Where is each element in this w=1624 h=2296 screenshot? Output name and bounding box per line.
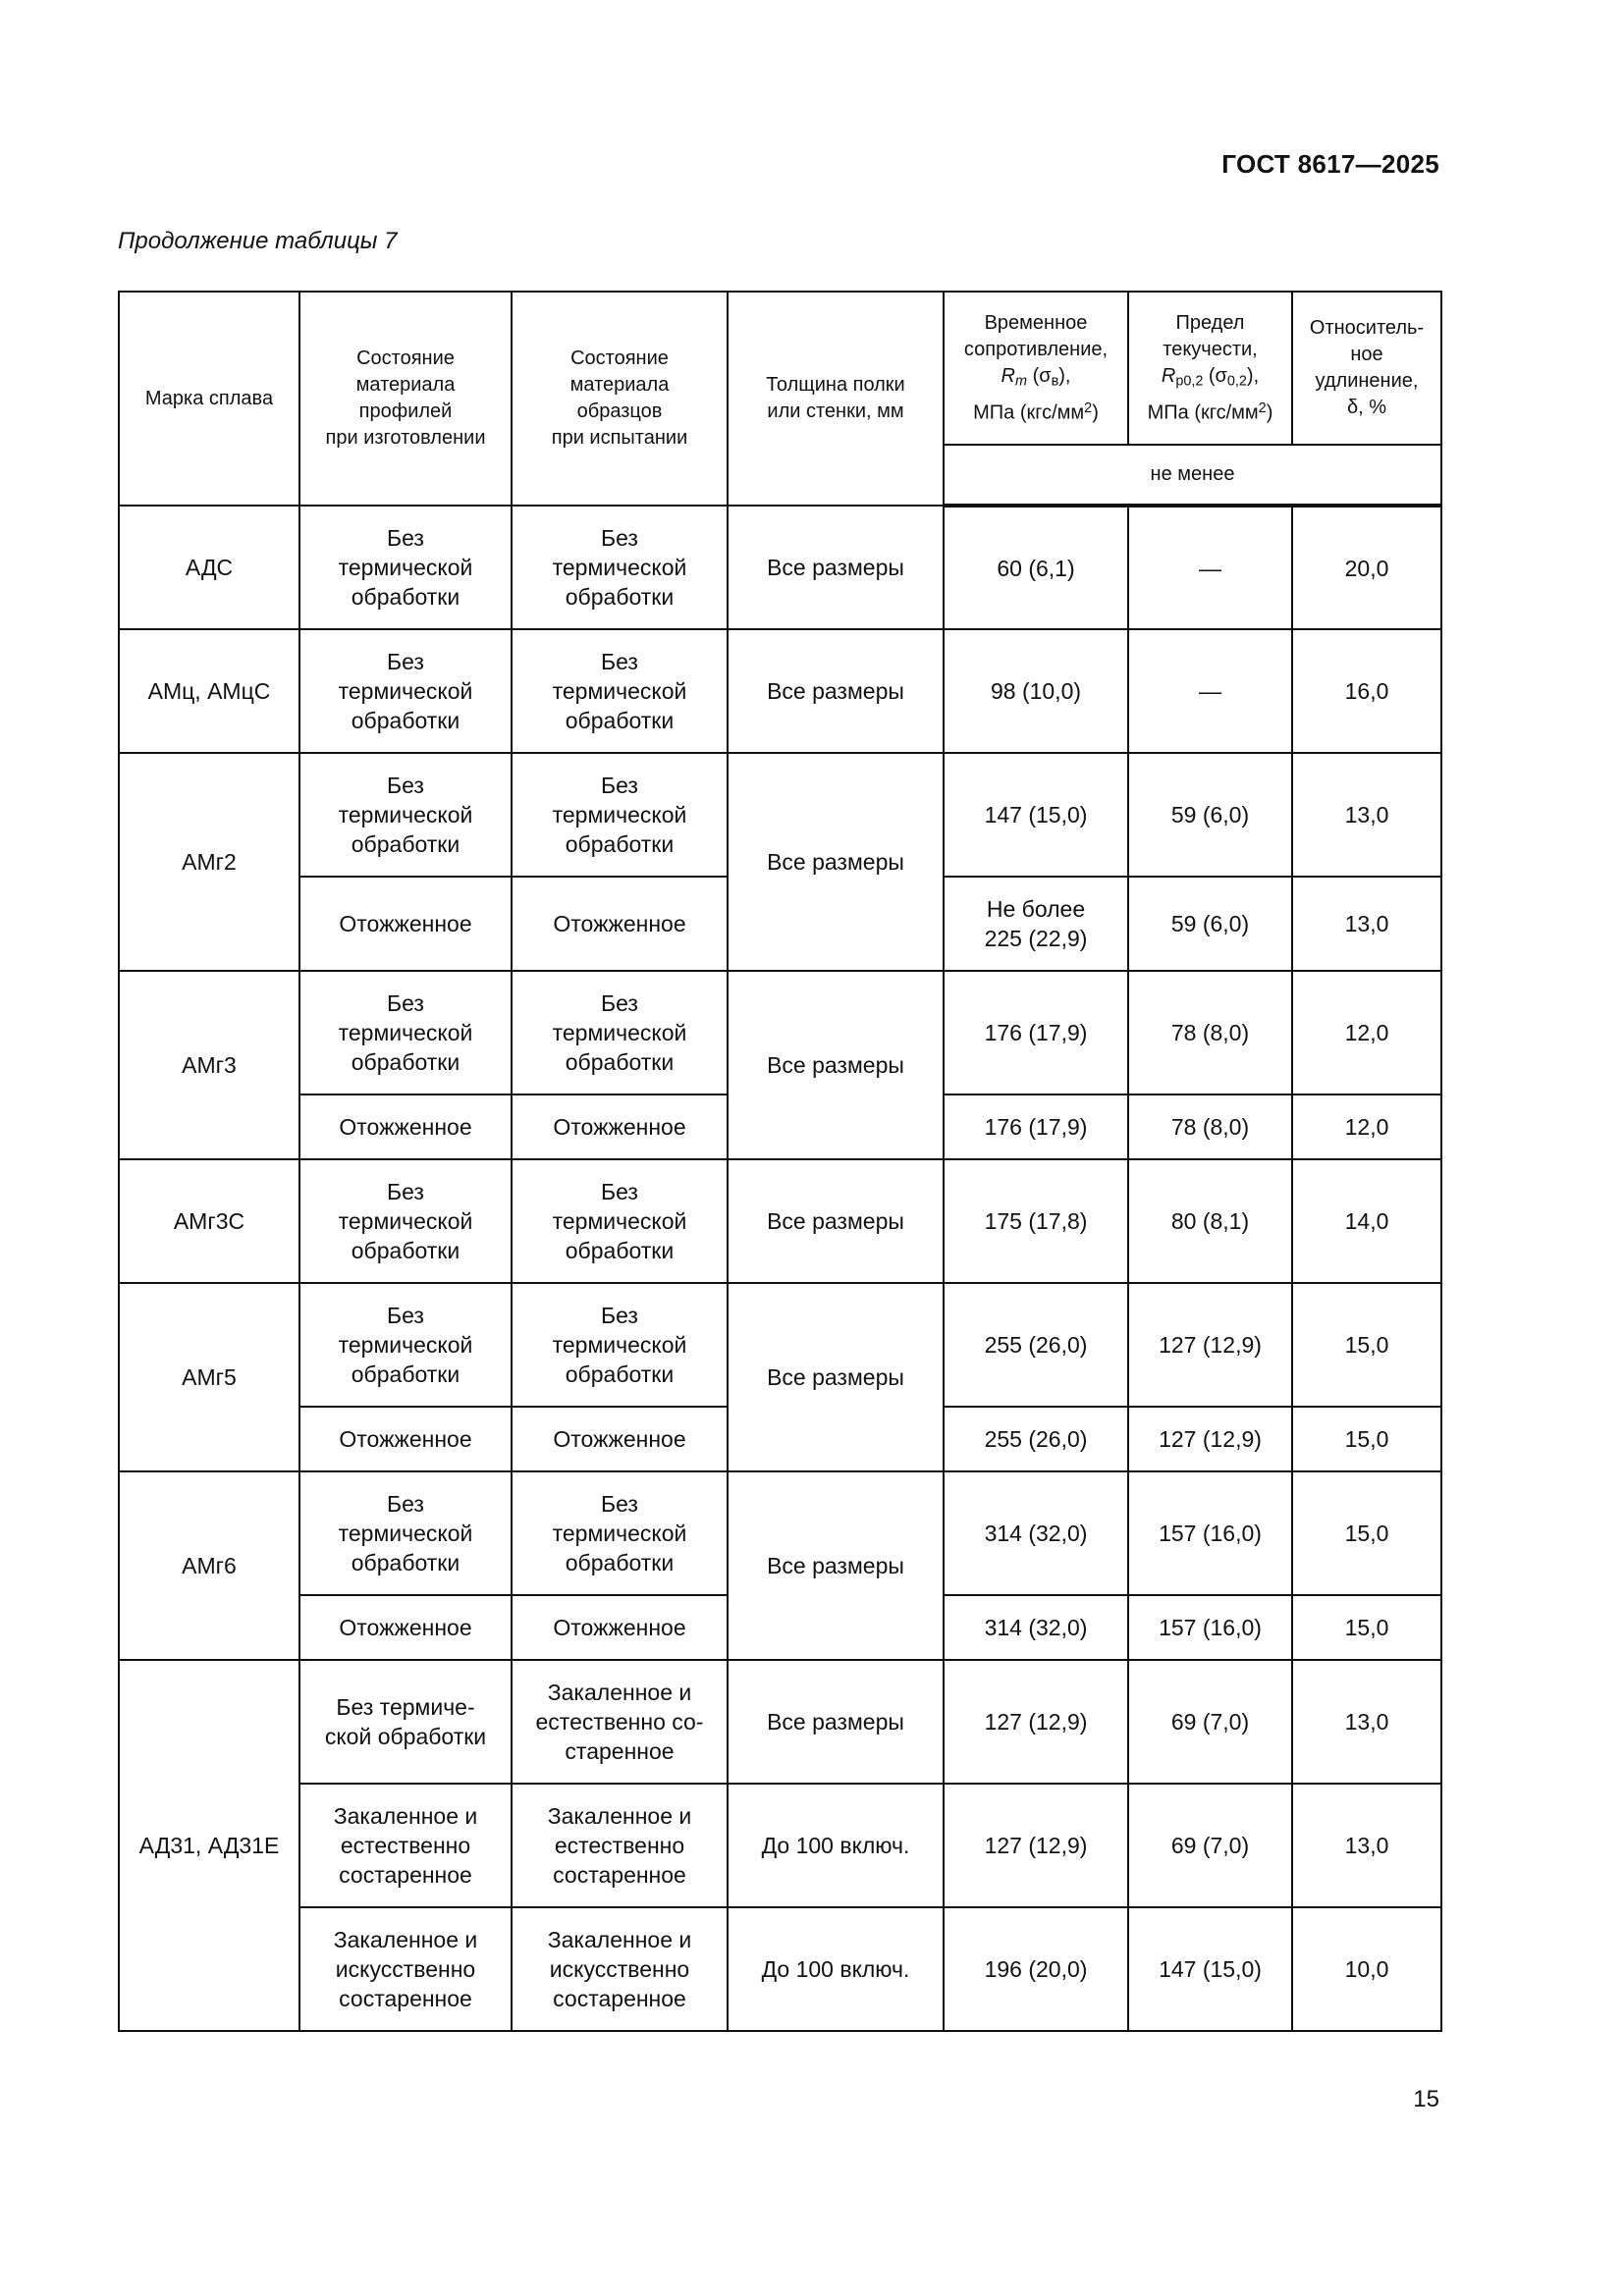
cell-line: термической — [338, 802, 473, 828]
cell-line: Без — [387, 1303, 424, 1328]
symbol-subscript: p0,2 — [1175, 373, 1204, 390]
cell-line: Не более — [986, 896, 1086, 922]
cell-elongation: 12,0 — [1292, 971, 1441, 1095]
cell-line: Закаленное и — [547, 1680, 692, 1705]
cell-tensile — [944, 1784, 1128, 1907]
cell-thickness: Все размеры — [728, 1159, 944, 1283]
cell-tensile — [944, 877, 1128, 971]
cell-state-samples — [512, 971, 728, 1095]
cell-tensile — [944, 1907, 1128, 2031]
cell-line: естественно — [554, 1833, 685, 1858]
cell-elongation: 10,0 — [1292, 1907, 1441, 2031]
cell-line: термической — [552, 1020, 687, 1045]
cell-tensile — [944, 971, 1128, 1095]
cell-line: Без — [601, 1491, 638, 1517]
table-row — [119, 1660, 1441, 1784]
cell-alloy: АМц, АМцС — [119, 629, 299, 753]
cell-elongation: 13,0 — [1292, 877, 1441, 971]
cell-state-profiles — [299, 1283, 512, 1407]
cell-thickness: Все размеры — [728, 629, 944, 753]
cell-yield: — — [1128, 629, 1292, 753]
header-elongation — [1292, 292, 1441, 445]
header-line: при изготовлении — [325, 427, 486, 449]
cell-line: искусственно — [549, 1956, 690, 1982]
table-row — [119, 1471, 1441, 1595]
cell-elongation: 13,0 — [1292, 1660, 1441, 1784]
cell-line: 196 (20,0) — [984, 1956, 1088, 1982]
cell-line: термической — [552, 1521, 687, 1546]
header-line: сопротивление, — [963, 338, 1109, 360]
cell-alloy: АДС — [119, 506, 299, 629]
cell-line: термической — [338, 1521, 473, 1546]
header-state-samples — [512, 292, 728, 506]
page-number: 15 — [1413, 2086, 1439, 2112]
cell-state-samples — [512, 1159, 728, 1283]
header-tensile-strength — [944, 292, 1128, 445]
cell-line: Закаленное и — [547, 1927, 692, 1952]
header-line: Состояние — [570, 347, 669, 369]
header-line: удлинение, — [1315, 370, 1419, 392]
header-line: Состояние — [356, 347, 455, 369]
table-row — [119, 753, 1441, 877]
table-row — [119, 1283, 1441, 1407]
sigma-subscript: в — [1051, 373, 1059, 390]
cell-state-profiles — [299, 971, 512, 1095]
sigma: (σ — [1208, 364, 1227, 387]
cell-state-samples — [512, 753, 728, 877]
cell-thickness: Все размеры — [728, 971, 944, 1159]
cell-alloy: АМг5 — [119, 1283, 299, 1471]
cell-elongation: 13,0 — [1292, 753, 1441, 877]
cell-yield: 69 (7,0) — [1128, 1784, 1292, 1907]
cell-line: Без — [601, 1303, 638, 1328]
sigma: (σ — [1032, 364, 1052, 387]
cell-alloy: АМг3С — [119, 1159, 299, 1283]
units-superscript: 2 — [1084, 400, 1093, 416]
cell-elongation: 15,0 — [1292, 1407, 1441, 1471]
cell-alloy: АМг6 — [119, 1471, 299, 1660]
cell-line: Отожженное — [553, 1114, 686, 1140]
cell-line: обработки — [351, 708, 460, 733]
cell-elongation: 16,0 — [1292, 629, 1441, 753]
cell-line: Без — [601, 1179, 638, 1204]
cell-state-profiles — [299, 1907, 512, 2031]
header-line: Толщина полки — [766, 374, 905, 396]
cell-yield: 157 (16,0) — [1128, 1471, 1292, 1595]
cell-line: термической — [338, 1208, 473, 1234]
cell-line: Отожженное — [553, 911, 686, 936]
cell-state-samples — [512, 1407, 728, 1471]
cell-line: обработки — [351, 1238, 460, 1263]
cell-elongation: 20,0 — [1292, 506, 1441, 629]
cell-state-samples — [512, 877, 728, 971]
cell-line: естественно со- — [535, 1709, 704, 1735]
cell-line: Без — [387, 773, 424, 798]
cell-tensile — [944, 1471, 1128, 1595]
cell-state-samples — [512, 1095, 728, 1159]
cell-line: 176 (17,9) — [984, 1114, 1088, 1140]
cell-state-profiles — [299, 877, 512, 971]
cell-line: Отожженное — [339, 911, 472, 936]
cell-thickness: Все размеры — [728, 753, 944, 971]
cell-line: старенное — [565, 1738, 675, 1764]
cell-alloy: АМг2 — [119, 753, 299, 971]
cell-line: 147 (15,0) — [984, 802, 1088, 828]
cell-state-profiles — [299, 1784, 512, 1907]
table-row — [119, 1907, 1441, 2031]
cell-yield: 127 (12,9) — [1128, 1283, 1292, 1407]
document-code: ГОСТ 8617—2025 — [1221, 149, 1439, 179]
cell-line: Отожженное — [553, 1426, 686, 1452]
cell-yield: 80 (8,1) — [1128, 1159, 1292, 1283]
cell-line: термической — [552, 1332, 687, 1358]
cell-state-profiles — [299, 1095, 512, 1159]
cell-state-profiles — [299, 1159, 512, 1283]
properties-table — [118, 291, 1442, 2032]
cell-yield: — — [1128, 506, 1292, 629]
units-superscript: 2 — [1258, 400, 1267, 416]
header-line: Относитель- — [1309, 317, 1425, 339]
cell-line: обработки — [351, 831, 460, 857]
sigma-end: ), — [1058, 364, 1071, 387]
cell-line: термической — [338, 1020, 473, 1045]
header-units-line — [1135, 396, 1285, 426]
cell-line: обработки — [565, 1550, 675, 1575]
cell-line: обработки — [351, 1049, 460, 1075]
cell-yield: 59 (6,0) — [1128, 877, 1292, 971]
header-symbol-line — [950, 363, 1121, 396]
cell-line: искусственно — [335, 1956, 476, 1982]
cell-line: Без — [387, 649, 424, 674]
cell-line: 314 (32,0) — [984, 1521, 1088, 1546]
header-line: δ, % — [1346, 397, 1387, 418]
cell-state-profiles — [299, 753, 512, 877]
cell-line: ской обработки — [324, 1724, 487, 1749]
cell-line: 176 (17,9) — [984, 1020, 1088, 1045]
cell-line: 127 (12,9) — [984, 1833, 1088, 1858]
cell-alloy: АД31, АД31Е — [119, 1660, 299, 2031]
cell-tensile — [944, 1283, 1128, 1407]
cell-line: 225 (22,9) — [984, 926, 1088, 951]
cell-tensile — [944, 1159, 1128, 1283]
cell-line: термической — [338, 555, 473, 580]
cell-tensile — [944, 1660, 1128, 1784]
header-not-less: не менее — [944, 445, 1441, 506]
units-end: ) — [1266, 401, 1273, 424]
cell-line: Без — [601, 773, 638, 798]
cell-line: Без — [601, 990, 638, 1016]
table-row — [119, 971, 1441, 1095]
cell-tensile — [944, 1407, 1128, 1471]
symbol: R — [1001, 364, 1015, 387]
cell-yield: 78 (8,0) — [1128, 971, 1292, 1095]
table-row — [119, 1159, 1441, 1283]
cell-line: 98 (10,0) — [990, 678, 1082, 704]
header-alloy: Марка сплава — [119, 292, 299, 506]
cell-line: естественно — [340, 1833, 471, 1858]
cell-line: состаренное — [553, 1986, 686, 2011]
cell-thickness: Все размеры — [728, 1283, 944, 1471]
cell-line: Закаленное и — [333, 1927, 478, 1952]
header-line: Временное — [984, 311, 1088, 334]
header-thickness — [728, 292, 944, 506]
header-symbol-line — [1135, 363, 1285, 396]
cell-line: Без термиче- — [336, 1694, 475, 1720]
cell-line: обработки — [565, 1238, 675, 1263]
cell-elongation: 15,0 — [1292, 1471, 1441, 1595]
cell-tensile — [944, 1595, 1128, 1660]
cell-thickness: Все размеры — [728, 1471, 944, 1660]
header-line: Предел — [1175, 311, 1245, 334]
cell-line: Без — [387, 990, 424, 1016]
header-line: текучести, — [1163, 338, 1258, 360]
cell-state-profiles — [299, 1660, 512, 1784]
cell-line: Отожженное — [339, 1615, 472, 1640]
cell-line: обработки — [565, 708, 675, 733]
cell-state-samples — [512, 1784, 728, 1907]
cell-line: обработки — [565, 584, 675, 610]
symbol-subscript: m — [1015, 373, 1027, 390]
sigma-end: ), — [1246, 364, 1260, 387]
cell-state-samples — [512, 506, 728, 629]
cell-thickness: До 100 включ. — [728, 1907, 944, 2031]
cell-yield: 147 (15,0) — [1128, 1907, 1292, 2031]
cell-state-profiles — [299, 1595, 512, 1660]
cell-state-samples — [512, 1595, 728, 1660]
header-line: материала — [569, 374, 670, 396]
cell-tensile — [944, 753, 1128, 877]
cell-elongation: 12,0 — [1292, 1095, 1441, 1159]
cell-line: состаренное — [553, 1862, 686, 1888]
table-row — [119, 506, 1441, 629]
header-line: профилей — [358, 400, 453, 422]
table-row — [119, 629, 1441, 753]
cell-state-samples — [512, 1907, 728, 2031]
cell-line: Отожженное — [553, 1615, 686, 1640]
cell-line: обработки — [565, 1362, 675, 1387]
units: МПа (кгс/мм — [973, 401, 1085, 424]
cell-line: 314 (32,0) — [984, 1615, 1088, 1640]
cell-elongation: 13,0 — [1292, 1784, 1441, 1907]
cell-line: обработки — [565, 1049, 675, 1075]
cell-alloy: АМг3 — [119, 971, 299, 1159]
cell-yield: 59 (6,0) — [1128, 753, 1292, 877]
cell-line: 127 (12,9) — [984, 1709, 1088, 1735]
cell-thickness: Все размеры — [728, 1660, 944, 1784]
cell-line: Без — [601, 525, 638, 551]
cell-elongation: 15,0 — [1292, 1595, 1441, 1660]
cell-elongation: 15,0 — [1292, 1283, 1441, 1407]
cell-line: обработки — [351, 584, 460, 610]
cell-yield: 127 (12,9) — [1128, 1407, 1292, 1471]
cell-line: обработки — [565, 831, 675, 857]
cell-tensile — [944, 629, 1128, 753]
cell-tensile — [944, 1095, 1128, 1159]
cell-state-samples — [512, 1283, 728, 1407]
cell-line: Закаленное и — [547, 1803, 692, 1829]
header-line: при испытании — [551, 427, 688, 449]
cell-line: 175 (17,8) — [984, 1208, 1088, 1234]
sigma-subscript: 0,2 — [1226, 373, 1247, 390]
table-caption: Продолжение таблицы 7 — [118, 228, 398, 254]
cell-line: Отожженное — [339, 1426, 472, 1452]
units: МПа (кгс/мм — [1147, 401, 1259, 424]
cell-line: Без — [387, 1491, 424, 1517]
cell-line: состаренное — [339, 1986, 472, 2011]
cell-line: Без — [387, 1179, 424, 1204]
header-line: ное — [1350, 344, 1383, 365]
cell-line: 60 (6,1) — [997, 555, 1075, 581]
cell-line: термической — [338, 1332, 473, 1358]
cell-line: термической — [338, 678, 473, 704]
cell-state-samples — [512, 1471, 728, 1595]
cell-line: Отожженное — [339, 1114, 472, 1140]
cell-state-profiles — [299, 1471, 512, 1595]
cell-line: 255 (26,0) — [984, 1426, 1088, 1452]
cell-state-profiles — [299, 629, 512, 753]
cell-state-samples — [512, 629, 728, 753]
units-end: ) — [1092, 401, 1099, 424]
cell-line: Без — [601, 649, 638, 674]
cell-line: Без — [387, 525, 424, 551]
cell-yield: 69 (7,0) — [1128, 1660, 1292, 1784]
symbol: R — [1161, 364, 1176, 387]
cell-line: состаренное — [339, 1862, 472, 1888]
cell-state-samples — [512, 1660, 728, 1784]
table-row — [119, 1784, 1441, 1907]
cell-thickness: Все размеры — [728, 506, 944, 629]
header-yield-strength — [1128, 292, 1292, 445]
cell-line: термической — [552, 802, 687, 828]
cell-yield: 157 (16,0) — [1128, 1595, 1292, 1660]
cell-tensile — [944, 506, 1128, 629]
cell-line: обработки — [351, 1362, 460, 1387]
cell-line: термической — [552, 1208, 687, 1234]
cell-line: 255 (26,0) — [984, 1332, 1088, 1358]
cell-state-profiles — [299, 506, 512, 629]
header-state-profiles — [299, 292, 512, 506]
header-line: или стенки, мм — [767, 400, 904, 422]
cell-thickness: До 100 включ. — [728, 1784, 944, 1907]
header-line: образцов — [576, 400, 663, 422]
cell-line: обработки — [351, 1550, 460, 1575]
cell-state-profiles — [299, 1407, 512, 1471]
cell-yield: 78 (8,0) — [1128, 1095, 1292, 1159]
cell-line: термической — [552, 555, 687, 580]
header-line: материала — [355, 374, 456, 396]
cell-elongation: 14,0 — [1292, 1159, 1441, 1283]
cell-line: термической — [552, 678, 687, 704]
cell-line: Закаленное и — [333, 1803, 478, 1829]
header-units-line — [950, 396, 1121, 426]
